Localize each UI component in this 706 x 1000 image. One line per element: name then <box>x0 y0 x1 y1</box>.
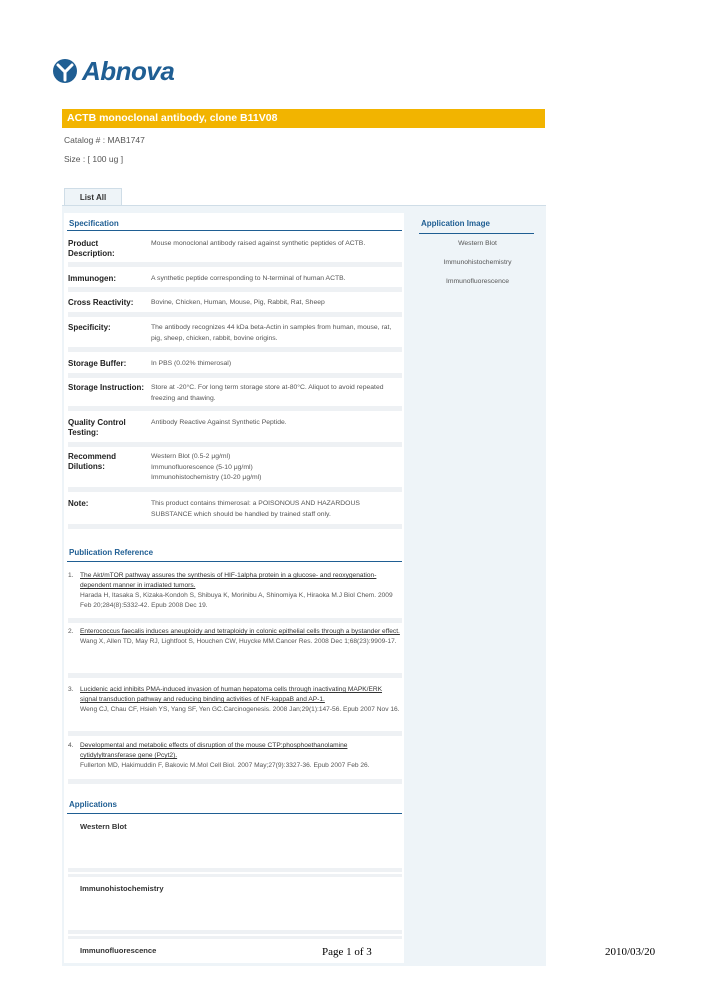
catalog-number: Catalog # : MAB1747 <box>64 135 145 145</box>
publication-reference-heading: Publication Reference <box>69 548 154 557</box>
specification-heading: Specification <box>69 219 119 228</box>
spec-value-list <box>151 452 401 484</box>
spec-label: Storage Instruction: <box>68 383 145 392</box>
applications-divider <box>68 930 402 934</box>
spec-divider <box>68 287 402 292</box>
application-western-blot: Western Blot <box>80 822 127 831</box>
spec-label: Specificity: <box>68 323 111 332</box>
publication-title-link[interactable]: The Akt/mTOR pathway assures the synthesis of HIF-1alpha protein in a glucose- and reoxygenation-dependent manner in irradiated tumors. <box>80 572 377 589</box>
spec-value: Bovine, Chicken, Human, Mouse, Pig, Rabbit, Rat, Sheep <box>151 299 325 306</box>
spec-label: Immunogen: <box>68 274 116 283</box>
applications-rule <box>67 813 402 814</box>
spec-label: Recommend Dilutions: <box>68 452 117 471</box>
spec-divider <box>68 312 402 317</box>
print-date: 2010/03/20 <box>605 946 656 958</box>
publication-number: 1. <box>68 572 74 579</box>
spec-divider <box>68 262 402 267</box>
spec-divider <box>68 373 402 378</box>
publication-title-link[interactable]: Enterococcus faecalis induces aneuploidy and tetraploidy in colonic epithelial cells through a bystander effect. <box>80 628 400 635</box>
spec-divider <box>68 487 402 492</box>
spec-divider <box>68 406 402 411</box>
application-immunofluorescence: Immunofluorescence <box>80 946 157 955</box>
publication-title-link[interactable]: Lucidenic acid inhibits PMA-induced invasion of human hepatoma cells through inactivating MAPK/ERK signal transduction pathway and reducing binding activities of NF-kappaB and AP-1. <box>80 686 383 703</box>
brand-name: Abnova <box>82 56 175 86</box>
spec-label: Note: <box>68 499 89 508</box>
spec-value: In PBS (0.02% thimerosal) <box>151 360 232 367</box>
product-size: Size : [ 100 ug ] <box>64 154 124 164</box>
publication-reference-rule <box>67 561 402 562</box>
publication-number: 4. <box>68 742 74 749</box>
publication-title-link[interactable]: Developmental and metabolic effects of disruption of the mouse CTP:phosphoethanolamine cytidylyltransferase gene (Pcyt2). <box>80 742 348 759</box>
tab-list-all[interactable]: List All <box>64 188 122 206</box>
spec-label: Cross Reactivity: <box>68 298 134 307</box>
applications-divider <box>68 874 402 877</box>
application-image-link-western-blot[interactable]: Western Blot <box>458 240 497 247</box>
application-image-heading: Application Image <box>421 219 490 228</box>
spec-value: A synthetic peptide corresponding to N-terminal of human ACTB. <box>151 275 346 282</box>
publication-divider <box>68 731 402 736</box>
publication-citation: Fullerton MD, Hakimuddin F, Bakovic M.Mol Cell Biol. 2007 May;27(9):3327-36. Epub 2007 Feb 26. <box>80 762 370 769</box>
spec-label: Storage Buffer: <box>68 359 127 368</box>
abnova-logo[interactable] <box>52 58 174 84</box>
spec-divider <box>68 442 402 447</box>
publication-divider <box>68 673 402 678</box>
publication-divider <box>68 779 402 784</box>
product-title: ACTB monoclonal antibody, clone B11V08 <box>67 112 278 124</box>
spec-value: Antibody Reactive Against Synthetic Peptide. <box>151 419 287 426</box>
specification-rule <box>67 230 402 231</box>
publication-number: 3. <box>68 686 74 693</box>
application-image-link-immunofluorescence[interactable]: Immunofluorescence <box>445 278 510 285</box>
dilution-line: Western Blot (0.5-2 μg/ml) <box>151 453 231 460</box>
applications-divider <box>68 936 402 939</box>
spec-divider <box>68 347 402 352</box>
dilution-line: Immunofluorescence (5-10 μg/ml) <box>151 463 253 471</box>
spec-value: Store at -20°C. For long term storage store at-80°C. Aliquot to avoid repeated freezing and thawing. <box>151 384 384 402</box>
applications-heading: Applications <box>69 800 118 809</box>
publication-number: 2. <box>68 628 74 635</box>
spec-value: This product contains thimerosal: a POISONOUS AND HAZARDOUS SUBSTANCE which should be handled by trained staff only. <box>151 500 360 518</box>
application-immunohistochemistry: Immunohistochemistry <box>80 884 164 893</box>
application-image-list <box>420 213 535 303</box>
dilution-line: Immunohistochemistry (10-20 μg/ml) <box>151 474 262 481</box>
publication-divider <box>68 618 402 623</box>
product-title-bar <box>62 109 545 128</box>
publication-citation: Weng CJ, Chau CF, Hsieh YS, Yang SF, Yen GC.Carcinogenesis. 2008 Jan;29(1):147-56. Epub 2007 Nov 16. <box>80 706 400 713</box>
abnova-logo-icon <box>52 58 78 84</box>
application-image-link-immunohistochemistry[interactable]: Immunohistochemistry <box>443 259 512 266</box>
spec-value: The antibody recognizes 44 kDa beta-Actin in samples from human, mouse, rat, pig, sheep, chicken, rabbit, bovine origins. <box>151 324 392 342</box>
publication-citation: Wang X, Allen TD, May RJ, Lightfoot S, Houchen CW, Huycke MM.Cancer Res. 2008 Dec 1;68(23):9909-17. <box>80 638 397 645</box>
spec-value: Mouse monoclonal antibody raised against synthetic peptides of ACTB. <box>151 240 366 247</box>
spec-label: Product Description: <box>68 239 115 258</box>
publication-citation: Harada H, Itasaka S, Kizaka-Kondoh S, Shibuya K, Morinibu A, Shinomiya K, Hiraoka M.J Biol Chem. 2009 Feb 20;284(8):5332-42. Epub 2008 Dec 19. <box>80 592 393 609</box>
applications-divider <box>68 868 402 872</box>
spec-label: Quality Control Testing: <box>68 418 126 437</box>
spec-divider <box>68 524 402 529</box>
page-number: Page 1 of 3 <box>322 946 372 958</box>
